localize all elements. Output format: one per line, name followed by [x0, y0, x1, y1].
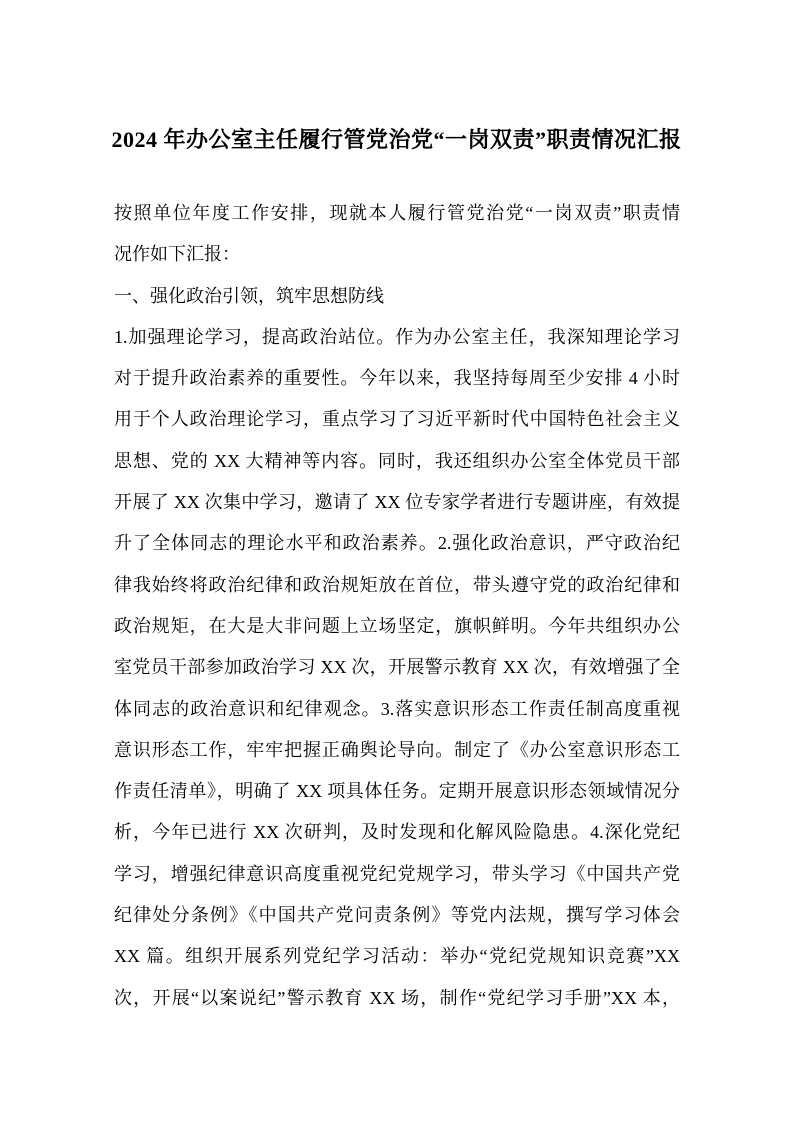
text-line: 政治规矩，在大是大非问题上立场坚定，旗帜鲜明。今年共组织办公	[114, 615, 680, 636]
text-line: 纪律处分条例》《中国共产党问责条例》等党内法规，撰写学习体会	[114, 905, 680, 926]
text-line: 用于个人政治理论学习，重点学习了习近平新时代中国特色社会主义	[114, 409, 680, 430]
text-line: 一、强化政治引领，筑牢思想防线	[114, 285, 384, 306]
document-title: 2024 年办公室主任履行管党治党“一岗双责”职责情况汇报	[111, 127, 682, 152]
text-line: 对于提升政治素养的重要性。今年以来，我坚持每周至少安排 4 小时	[114, 368, 680, 389]
text-line: 体同志的政治意识和纪律观念。3.落实意识形态工作责任制高度重视	[114, 698, 680, 719]
text-line: 开展了 XX 次集中学习，邀请了 XX 位专家学者进行专题讲座，有效提	[114, 492, 680, 513]
text-line: 学习，增强纪律意识高度重视党纪党规学习，带头学习《中国共产党	[114, 863, 680, 884]
text-line: 按照单位年度工作安排，现就本人履行管党治党“一岗双责”职责情	[114, 203, 680, 223]
text-line: 升了全体同志的理论水平和政治素养。2.强化政治意识，严守政治纪	[114, 533, 680, 554]
text-line: 思想、党的 XX 大精神等内容。同时，我还组织办公室全体党员干部	[114, 450, 680, 471]
document-body	[114, 193, 680, 1019]
text-line: 作责任清单》，明确了 XX 项具体任务。定期开展意识形态领域情况分	[114, 781, 680, 802]
text-line: 1.加强理论学习，提高政治站位。作为办公室主任，我深知理论学习	[114, 326, 680, 347]
text-line: 次，开展“以案说纪”警示教育 XX 场，制作“党纪学习手册”XX 本，	[114, 987, 680, 1008]
text-line: 律我始终将政治纪律和政治规矩放在首位，带头遵守党的政治纪律和	[114, 574, 680, 595]
text-line: 室党员干部参加政治学习 XX 次，开展警示教育 XX 次，有效增强了全	[114, 657, 680, 678]
text-line: 况作如下汇报：	[114, 244, 240, 265]
text-line: 意识形态工作，牢牢把握正确舆论导向。制定了《办公室意识形态工	[114, 739, 680, 760]
text-line: XX 篇。组织开展系列党纪学习活动：举办“党纪党规知识竞赛”XX	[114, 946, 680, 967]
text-line: 析，今年已进行 XX 次研判，及时发现和化解风险隐患。4.深化党纪	[114, 822, 680, 843]
